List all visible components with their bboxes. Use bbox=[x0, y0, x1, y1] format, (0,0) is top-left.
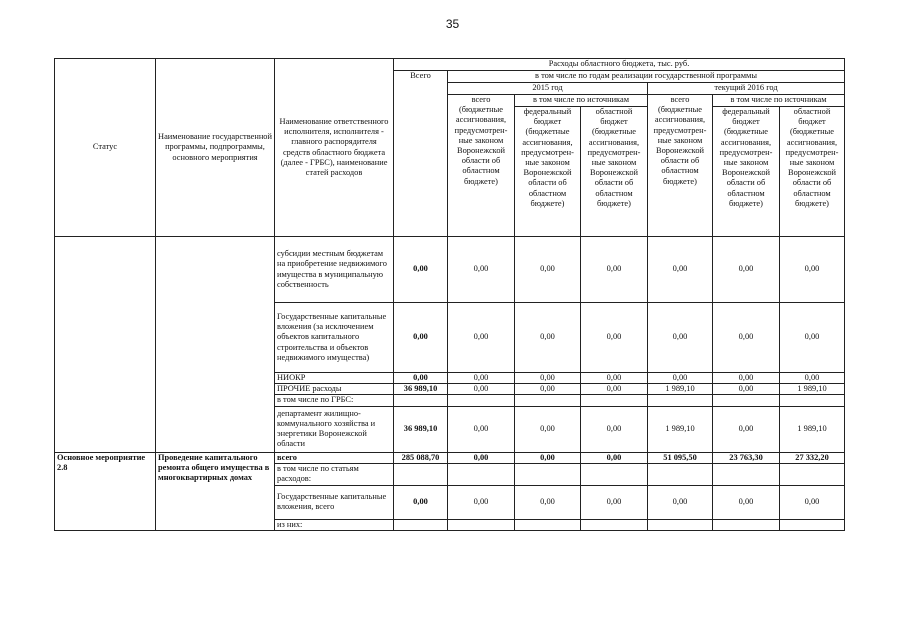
row-value: 0,00 bbox=[515, 373, 581, 384]
header-col-fed-2016: федеральный бюджет (бюджетные ассигнования, предусмотрен-ные законом Воронежской области об областном бюджете) bbox=[713, 107, 780, 237]
row-total: 36 989,10 bbox=[394, 384, 448, 395]
row-value: 0,00 bbox=[515, 485, 581, 519]
row-label: департамент жилищно-коммунального хозяйства и энергетики Воронежской области bbox=[275, 406, 394, 452]
header-col-total-2016: всего (бюджетные ассигнования, предусмотрен-ные законом Воронежской области об областном бюджете) bbox=[648, 95, 713, 237]
measure-value: 51 095,50 bbox=[648, 452, 713, 463]
header-year-2015: 2015 год bbox=[448, 83, 648, 95]
row-value: 0,00 bbox=[648, 237, 713, 303]
measure-value: 0,00 bbox=[581, 452, 648, 463]
row-total: 36 989,10 bbox=[394, 406, 448, 452]
row-value: 0,00 bbox=[515, 384, 581, 395]
header-col-total-2015: всего (бюджетные ассигнования, предусмотрен-ные законом Воронежской области об областном бюджете) bbox=[448, 95, 515, 237]
row-value: 0,00 bbox=[515, 303, 581, 373]
header-col-fed-2015: федеральный бюджет (бюджетные ассигнования, предусмотрен-ные законом Воронежской области об областном бюджете) bbox=[515, 107, 581, 237]
table-row bbox=[55, 237, 845, 303]
row-value: 0,00 bbox=[581, 406, 648, 452]
row-value: 1 989,10 bbox=[780, 406, 845, 452]
budget-table bbox=[54, 58, 845, 531]
row-value: 0,00 bbox=[713, 384, 780, 395]
row-value: 0,00 bbox=[448, 406, 515, 452]
header-by-sources-2016: в том числе по источникам bbox=[713, 95, 845, 107]
header-col-reg-2016: областной бюджет (бюджетные ассигнования, предусмотрен-ные законом Воронежской области об областном бюджете) bbox=[780, 107, 845, 237]
row-value: 0,00 bbox=[713, 303, 780, 373]
row-value: 0,00 bbox=[581, 384, 648, 395]
header-budget-title: Расходы областного бюджета, тыс. руб. bbox=[394, 59, 845, 71]
row-value: 0,00 bbox=[515, 406, 581, 452]
measure-value: 23 763,30 bbox=[713, 452, 780, 463]
row-value: 1 989,10 bbox=[648, 406, 713, 452]
row-total: 0,00 bbox=[394, 237, 448, 303]
row-value: 0,00 bbox=[515, 237, 581, 303]
measure-total-label: всего bbox=[275, 452, 394, 463]
row-value: 1 989,10 bbox=[780, 384, 845, 395]
row-value: 0,00 bbox=[648, 303, 713, 373]
program-name-cell bbox=[156, 237, 275, 453]
row-value: 0,00 bbox=[581, 485, 648, 519]
measure-value: 0,00 bbox=[515, 452, 581, 463]
row-value: 0,00 bbox=[780, 237, 845, 303]
row-value: 0,00 bbox=[713, 406, 780, 452]
row-value: 0,00 bbox=[713, 373, 780, 384]
header-executor: Наименование ответственного исполнителя, исполнителя - главного распорядителя средств областного бюджета (далее - ГРБС), наименование статей расходов bbox=[275, 59, 394, 237]
row-value: 0,00 bbox=[780, 373, 845, 384]
row-label: из них: bbox=[275, 519, 394, 530]
row-value: 0,00 bbox=[713, 237, 780, 303]
row-value: 0,00 bbox=[713, 485, 780, 519]
table-row bbox=[55, 452, 845, 463]
header-by-sources-2015: в том числе по источникам bbox=[515, 95, 648, 107]
row-total: 0,00 bbox=[394, 485, 448, 519]
row-label: субсидии местным бюджетам на приобретение недвижимого имущества в муниципальную собственность bbox=[275, 237, 394, 303]
row-value: 0,00 bbox=[780, 303, 845, 373]
header-program-name: Наименование государственной программы, подпрограммы, основного мероприятия bbox=[156, 59, 275, 237]
row-total: 0,00 bbox=[394, 303, 448, 373]
row-label: Государственные капитальные вложения (за исключением объектов капитального строительства и объектов недвижимого имущества) bbox=[275, 303, 394, 373]
row-value: 0,00 bbox=[448, 485, 515, 519]
row-label: НИОКР bbox=[275, 373, 394, 384]
measure-total: 285 088,70 bbox=[394, 452, 448, 463]
row-value: 0,00 bbox=[448, 384, 515, 395]
header-total: Всего bbox=[394, 71, 448, 237]
row-value: 0,00 bbox=[448, 237, 515, 303]
row-value: 0,00 bbox=[448, 373, 515, 384]
row-label: в том числе по статьям расходов: bbox=[275, 463, 394, 485]
measure-status: Основное мероприятие 2.8 bbox=[55, 452, 156, 530]
row-value: 0,00 bbox=[581, 237, 648, 303]
row-value: 0,00 bbox=[648, 373, 713, 384]
row-value: 0,00 bbox=[581, 373, 648, 384]
page-number: 35 bbox=[445, 17, 460, 31]
row-label: ПРОЧИЕ расходы bbox=[275, 384, 394, 395]
status-cell bbox=[55, 237, 156, 453]
row-total: 0,00 bbox=[394, 373, 448, 384]
row-value: 0,00 bbox=[780, 485, 845, 519]
header-status: Статус bbox=[55, 59, 156, 237]
measure-name: Проведение капитального ремонта общего имущества в многоквартирных домах bbox=[156, 452, 275, 530]
row-label: Государственные капитальные вложения, всего bbox=[275, 485, 394, 519]
measure-value: 27 332,20 bbox=[780, 452, 845, 463]
row-value: 0,00 bbox=[648, 485, 713, 519]
measure-value: 0,00 bbox=[448, 452, 515, 463]
row-value: 0,00 bbox=[448, 303, 515, 373]
header-year-2016: текущий 2016 год bbox=[648, 83, 845, 95]
row-value: 1 989,10 bbox=[648, 384, 713, 395]
row-label: в том числе по ГРБС: bbox=[275, 395, 394, 406]
row-value: 0,00 bbox=[581, 303, 648, 373]
header-by-years: в том числе по годам реализации государственной программы bbox=[448, 71, 845, 83]
header-col-reg-2015: областной бюджет (бюджетные ассигнования, предусмотрен-ные законом Воронежской области об областном бюджете) bbox=[581, 107, 648, 237]
